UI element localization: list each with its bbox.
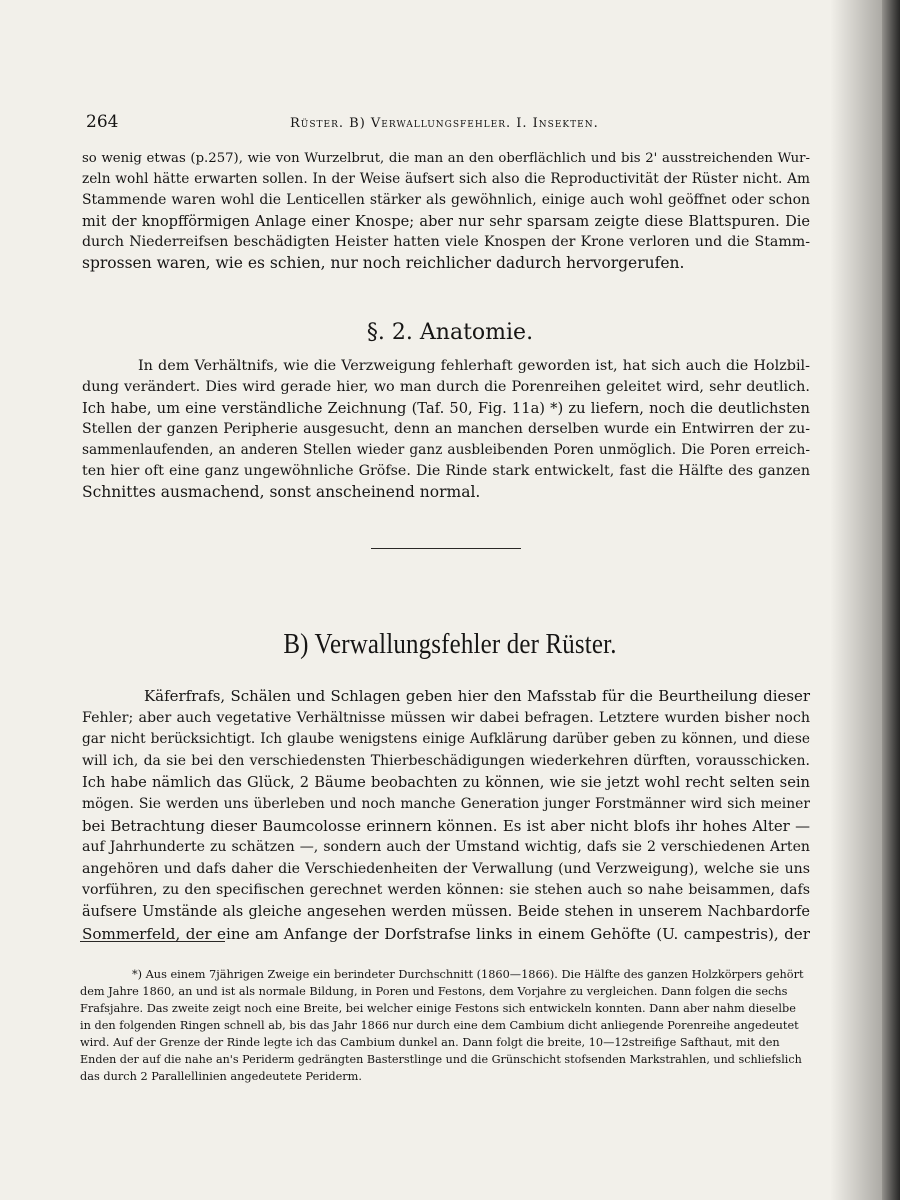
text-line: Fehler; aber auch vegetative Verhältnisse müssen wir dabei befragen. Letztere wurden bisher noch (82, 709, 810, 726)
text-line: Ich habe nämlich das Glück, 2 Bäume beobachten zu können, wie sie jetzt wohl recht selten sein (82, 774, 810, 792)
running-head: Rüster. B) Verwallungsfehler. I. Insekten. (290, 116, 599, 131)
text-line: bei Betrachtung dieser Baumcolosse erinnern können. Es ist aber nicht blofs ihr hohes Alter — (82, 816, 810, 835)
text-line: äufsere Umstände als gleiche angesehen werden müssen. Beide stehen in unserem Nachbardorfe (82, 903, 810, 920)
footnote (80, 966, 810, 1085)
text-line: sprossen waren, wie es schien, nur noch reichlicher dadurch hervorgerufen. (82, 254, 685, 272)
text-line: zeln wohl hätte erwarten sollen. In der Weise äufsert sich also die Reproductivität der Rüster nicht. Am (82, 171, 810, 187)
text-line: Sommerfeld, der eine am Anfange der Dorfstrafse links in einem Gehöfte (U. campestris), der (82, 924, 810, 943)
footnote-line: dem Jahre 1860, an und ist als normale Bildung, in Poren und Festons, dem Vorjahre zu vergleichen. Dann folgen die sechs (80, 985, 788, 998)
text-line: durch Niederreifsen beschädigten Heister hatten viele Knospen der Krone verloren und die Stamm- (82, 234, 810, 250)
text-line: dung verändert. Dies wird gerade hier, wo man durch die Porenreihen geleitet wird, sehr deutlich. (82, 379, 810, 395)
footnote-line: Enden der auf die nahe an's Periderm gedrängten Basterstlinge und die Grünschicht stofsenden Markstrahlen, und schliefslich (80, 1053, 802, 1066)
text-line: vorführen, zu den specifischen gerechnet werden können: sie stehen auch so nahe beisammen, dafs (82, 882, 810, 899)
text-line: mit der knopfförmigen Anlage einer Knospe; aber nur sehr sparsam zeigte diese Blattspuren. Die (82, 213, 810, 230)
text-line: sammenlaufenden, an anderen Stellen wieder ganz ausbleibenden Poren unmöglich. Die Poren erreich- (82, 442, 810, 458)
scan-edge-shadow (830, 0, 900, 1200)
footnote-rule (80, 941, 225, 942)
section-heading: §. 2. Anatomie. (366, 320, 534, 345)
text-line: Schnittes ausmachend, sonst anscheinend normal. (82, 483, 481, 501)
footnote-line: wird. Auf der Grenze der Rinde legte ich das Cambium dunkel an. Dann folgt die breite, 10—12streifige Safthaut, mit den (80, 1036, 780, 1049)
text-line: ten hier oft eine ganz ungewöhnliche Gröfse. Die Rinde stark entwickelt, fast die Hälfte des ganzen (82, 463, 810, 479)
text-line: In dem Verhältnifs, wie die Verzweigung fehlerhaft geworden ist, hat sich auch die Holzbil- (138, 358, 810, 374)
ornament-rule (371, 548, 521, 549)
footnote-line: in den folgenden Ringen schnell ab, bis das Jahr 1866 nur durch eine dem Cambium dicht anliegende Porenreihe angedeutet (80, 1019, 799, 1032)
intro-paragraph (82, 148, 810, 274)
text-line: will ich, da sie bei den verschiedensten Thierbeschädigungen wiederkehren dürften, vorausschicken. (82, 752, 810, 769)
page-number: 264 (86, 112, 119, 132)
footnote-line: *) Aus einem 7jährigen Zweige ein berindeter Durchschnitt (1860—1866). Die Hälfte des ganzen Holzkörpers gehört (132, 968, 804, 981)
text-line: angehören und dafs daher die Verschiedenheiten der Verwallung (und Verzweigung), welche sie uns (82, 860, 810, 877)
chapter-paragraph (82, 686, 810, 945)
text-line: so wenig etwas (p.257), wie von Wurzelbrut, die man an den oberflächlich und bis 2' ausstreichenden Wur- (82, 151, 810, 166)
text-line: Stammende waren wohl die Lenticellen stärker als gewöhnlich, einige auch wohl geöffnet oder schon (82, 192, 810, 208)
section-paragraph (82, 356, 810, 503)
text-line: auf Jahrhunderte zu schätzen —, sondern auch der Umstand wichtig, dafs sie 2 verschiedenen Arten (82, 839, 810, 856)
text-line: Käferfrafs, Schälen und Schlagen geben hier den Mafsstab für die Beurtheilung dieser (144, 687, 810, 705)
chapter-heading: B) Verwallungsfehler der Rüster. (283, 628, 617, 660)
text-line: mögen. Sie werden uns überleben und noch manche Generation junger Forstmänner wird sich meiner (82, 795, 810, 812)
scan-edge-dark (882, 0, 900, 1200)
text-line: Stellen der ganzen Peripherie ausgesucht, denn an manchen derselben wurde ein Entwirren der zu- (82, 421, 810, 437)
footnote-line: Frafsjahre. Das zweite zeigt noch eine Breite, bei welcher einige Festons sich entwickeln konnten. Dann aber nahm dieselbe (80, 1002, 796, 1015)
text-line: Ich habe, um eine verständliche Zeichnung (Taf. 50, Fig. 11a) *) zu liefern, noch die deutlichsten (82, 400, 810, 417)
text-line: gar nicht berücksichtigt. Ich glaube wenigstens einige Aufklärung darüber geben zu können, und diese (82, 731, 810, 748)
footnote-line: das durch 2 Parallellinien angedeutete Periderm. (80, 1070, 362, 1083)
